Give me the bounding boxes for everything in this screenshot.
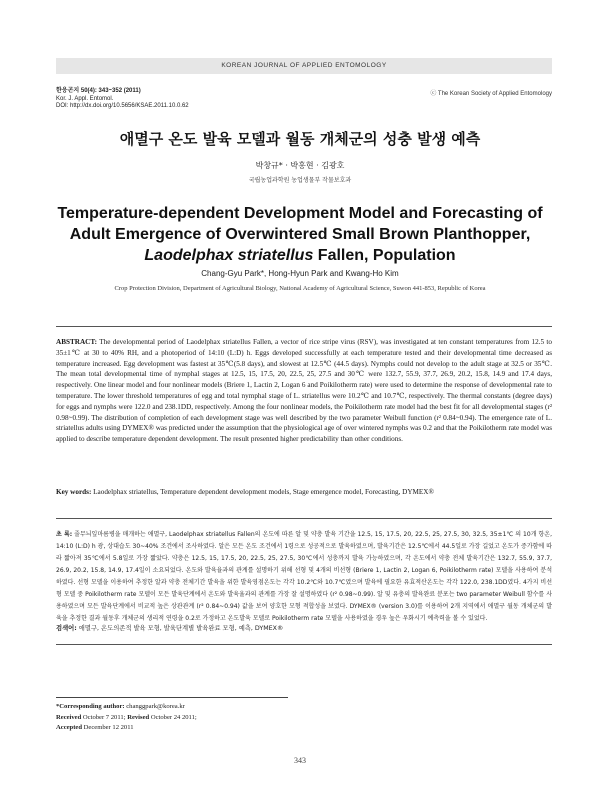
abstract-label: ABSTRACT: (56, 338, 98, 346)
keywords-label: Key words: (56, 488, 92, 496)
received-label: Received (56, 713, 82, 721)
abstract-text: The developmental period of Laodelphax striatellus Fallen, a vector of rice stripe virus (RSV), was investigated at ten constant temperatures from 12.5 to 35±1℃ at 30 to 40% RH, and a photoperiod of 14:10 (L:D) h. Eggs developed successfully at each temperature tested and their developmental time decreased as temperature increased. Egg development was fastest at 35℃(5.8 days), and slowest at 12.5℃ (44.5 days). Nymphs could not develop to the adult stage at 32.5 or 35℃. The mean total developmental time of nymphal stages at 12.5, 15, 17.5, 20, 22.5, 25, 27.5 and 30℃ were 132.7, 55.9, 37.7, 26.9, 20.2, 15.8, 14.9 and 17.4 days, respectively. One linear model and four nonlinear models (Briere 1, Lactin 2, Logan 6 and Poikilotherm rate) were used to determine the response of developmental rate to temperature. The lower threshold temperatures of egg and total nymphal stage of L. striatellus were 10.2℃ and 10.7℃, respectively. The thermal constants (degree days) for eggs and nymphs were 122.0 and 238.1DD, respectively. Among the four nonlinear models, the Poikilotherm rate model had the best fit for all developmental stages (r² 0.98~0.99). The distribution of completion of each development stage was well described by the two parameter Weibull function (r² 0.84~0.94). The emergence rate of L. striatellus adults using DYMEX® was predicted under the assumption that the physiological age of over wintered nymphs was 0.2 and that the Poikilotherm rate model was applied to describe temperature dependent development. The result presented higher predictability than other conditions. (56, 338, 553, 444)
korean-authors: 박창규* · 박홍현 · 김광호 (255, 161, 345, 170)
english-title (40, 203, 560, 266)
top-divider (56, 326, 552, 327)
korean-abstract-label: 초 록: (56, 531, 73, 538)
page-number: 343 (294, 756, 306, 765)
keywords-text: Laodelphax striatellus, Temperature dependent development models, Stage emergence model, Forecasting, DYMEX® (93, 488, 434, 496)
english-title-part2: Fallen, Population (313, 247, 456, 264)
footnote (56, 702, 197, 734)
korean-abstract (56, 529, 552, 625)
corresponding-author (56, 702, 197, 713)
english-authors: Chang-Gyu Park*, Hong-Hyun Park and Kwang-Ho Kim (201, 269, 399, 278)
accepted (56, 723, 197, 734)
english-title-part1: Temperature-dependent Development Model and Forecasting of Adult Emergence of Overwintered Small Brown Planthopper, (57, 205, 543, 243)
accepted-label: Accepted (56, 724, 82, 731)
korean-title: 애멸구 온도 발육 모델과 월동 개체군의 성충 발생 예측 (119, 130, 481, 148)
accepted-date: December 12 2011 (83, 724, 134, 731)
korean-affiliation: 국립농업과학원 농업생물부 작물보호과 (248, 177, 352, 184)
corresponding-label: *Corresponding author: (56, 703, 125, 710)
citation-block (56, 88, 189, 111)
korean-keywords-label: 검색어: (56, 625, 77, 632)
corresponding-email[interactable]: changgpark@korea.kr (126, 703, 185, 710)
abstract (56, 337, 552, 445)
revised-date: October 24 2011; (150, 713, 197, 721)
journal-name-bar: KOREAN JOURNAL OF APPLIED ENTOMOLOGY (56, 58, 552, 74)
footnote-divider (56, 697, 288, 698)
korean-keywords (56, 623, 552, 632)
middle-divider (56, 518, 552, 519)
citation-abbrev: Kor. J. Appl. Entomol. (56, 95, 114, 102)
bottom-divider (56, 644, 552, 645)
korean-keywords-text: 애멸구, 온도의존적 발육 모형, 발육단계별 발육완료 모형, 예측, DYMEX® (78, 625, 284, 632)
received-date: October 7 2011; (82, 713, 126, 721)
doi-link[interactable]: DOI: http://dx.doi.org/10.5656/KSAE.2011.10.0.62 (56, 103, 189, 109)
korean-abstract-text: 줄무늬잎마름병을 매개하는 애멸구, Laodelphax striatellus Fallen의 온도에 따른 알 및 약충 발육 기간을 12.5, 15, 17.5, 20, 22.5, 25, 27.5, 30, 32.5, 35±1℃ 의 10개 항온, 14:10 (L:D) h 광, 상대습도 30~40% 조건에서 조사하였다. 알은 모든 온도 조건에서 1령으로 성공적으로 발육하였으며, 발육기간은 12.5℃에서 44.5일로 가장 길었고 온도가 증가함에 따라 짧아져 35℃에서 5.8일로 가장 짧았다. 약충은 12.5, 15, 17.5, 20, 22.5, 25, 27.5, 30℃에서 성충까지 발육 가능하였으며, 각 온도에서 약충 전체 발육기간은 132.7, 55.9, 37.7, 26.9, 20.2, 15.8, 14.9, 17.4일이 소요되었다. 온도와 발육율과의 관계를 설명하기 위해 선형 및 4개의 비선형 (Briere 1, Lactin 2, Logan 6, Poikilotherm rate) 모델을 사용하여 분석하였다. 선형 모델을 이용하여 추정한 알과 약충 전체기간 발육을 위한 발육영점온도는 각각 10.2℃와 10.7℃였으며 발육에 필요한 유효적산온도는 각각 122.0, 238.1DD였다. 4가지 비선형 모델 중 Poikilotherm rate 모델이 모든 발육단계에서 온도와 발육율과의 관계를 가장 잘 설명하였다 (r² 0.98~0.99). 알 및 유충의 발육완료 분포는 two parameter Weibull 함수를 사용하였으며 모든 발육단계에서 비교적 높은 상관관계 (r² 0.84~0.94) 값을 보여 양호한 모형 적합성을 보였다. DYMEX® (version 3.0)를 이용하여 2개 지역에서 애멸구 월동 개체군의 발육을 추정한 결과 월동후 개체군의 생리적 연령을 0.2로 가정하고 온도발육 모델로 Poikilotherm rate 모델을 사용하였을 경우 높은 우화시기 예측력을 볼 수 있었다. (56, 531, 552, 622)
keywords (56, 487, 552, 497)
english-affiliation: Crop Protection Division, Department of Agricultural Biology, National Academy of Agricultural Science, Suwon 441-853, Republic of Korea (114, 285, 486, 292)
revised-label: Revised (127, 713, 150, 721)
english-title-species: Laodelphax striatellus (144, 247, 314, 264)
copyright-notice: ⓒ The Korean Society of Applied Entomology (430, 91, 552, 97)
citation-korean: 한응곤지 50(4): 343~352 (2011) (56, 88, 141, 94)
received-revised (56, 713, 197, 724)
